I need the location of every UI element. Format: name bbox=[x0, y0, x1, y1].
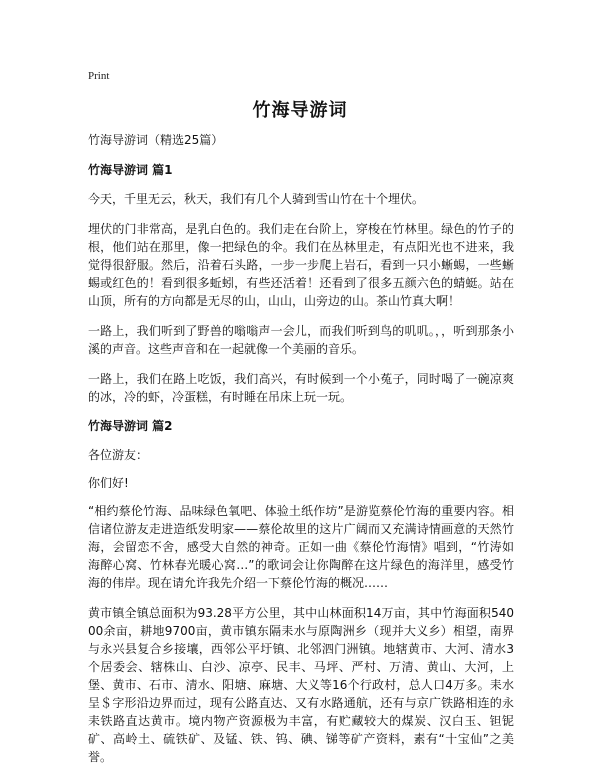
section-heading: 竹海导游词 篇1 bbox=[88, 163, 173, 177]
section-heading: 竹海导游词 篇2 bbox=[88, 419, 173, 433]
page-title: 竹海导游词 bbox=[252, 100, 348, 121]
document-subtitle: 竹海导游词（精选25篇） bbox=[88, 133, 224, 147]
document-body bbox=[88, 132, 514, 778]
paragraph: 你们好! bbox=[88, 476, 129, 490]
paragraph: 一路上，我们听到了野兽的嗡嗡声一会儿，而我们听到鸟的叽叽。，，听到那条小溪的声音。这些声音和在一起就像一个美丽的音乐。 bbox=[88, 324, 514, 356]
paragraph: “相约蔡伦竹海、品味绿色氧吧、体验土纸作坊”是游览蔡伦竹海的重要内容。相信诸位游友走进造纸发明家——蔡伦故里的这片广阔而又充满诗情画意的天然竹海，会留恋不舍，感受大自然的神奇。正如一曲《蔡伦竹海情》唱到，“竹涛如海醉心窝、竹林春光暖心窝…”的歌词会让你陶醉在这片绿色的海洋里，感受竹海的伟岸。现在请允许我先介绍一下蔡伦竹海的概况…… bbox=[88, 504, 514, 590]
paragraph: 埋伏的门非常高，是乳白色的。我们走在台阶上，穿梭在竹林里。绿色的竹子的根，他们站在那里，像一把绿色的伞。我们在丛林里走，有点阳光也不进来，我觉得很舒服。然后，沿着石头路，一步一步爬上岩石，看到一只小蜥蜴，一些蜥蜴或红色的！看到很多蚯蚓，有些还活着！还看到了很多五颜六色的蜻蜓。站在山顶，所有的方向都是无尽的山，山山，山旁边的山。茶山竹真大啊！ bbox=[88, 222, 514, 308]
section-1 bbox=[88, 162, 514, 406]
section-2 bbox=[88, 418, 514, 766]
paragraph: 一路上，我们在路上吃饭，我们高兴，有时候到一个小菟子，同时喝了一碗凉爽的冰，冷的虾，冷蛋糕，有时睡在吊床上玩一玩。 bbox=[88, 372, 514, 404]
paragraph: 今天，千里无云，秋天，我们有几个人骑到雪山竹在十个埋伏。 bbox=[88, 192, 425, 206]
paragraph: 黄市镇全镇总面积为93.28平方公里，其中山林面积14万亩，其中竹海面积54000余亩，耕地9700亩，黄市镇东隔耒水与原陶洲乡（现并大义乡）相望，南界与永兴县复合乡接壤，西邻公平圩镇、北邻泗门洲镇。地辖黄市、大河、清水3个居委会、辖株山、白沙、凉亭、民丰、马坪、严村、万清、黄山、大河，上堡、黄市、石市、清水、阳塘、麻塘、大义等16个行政村，总人口4万多。耒水呈＄字形沿边界而过，现有公路直达、又有水路通航，还有与京广铁路相连的永耒铁路直达黄市。境内物产资源极为丰富，有贮藏较大的煤炭、汉白玉、钽铌矿、高岭土、硫铁矿、及锰、铁、钨、碘、锑等矿产资料，素有“十宝仙”之美誉。 bbox=[88, 606, 514, 764]
print-label: Print bbox=[88, 70, 110, 82]
paragraph: 各位游友： bbox=[88, 448, 149, 462]
